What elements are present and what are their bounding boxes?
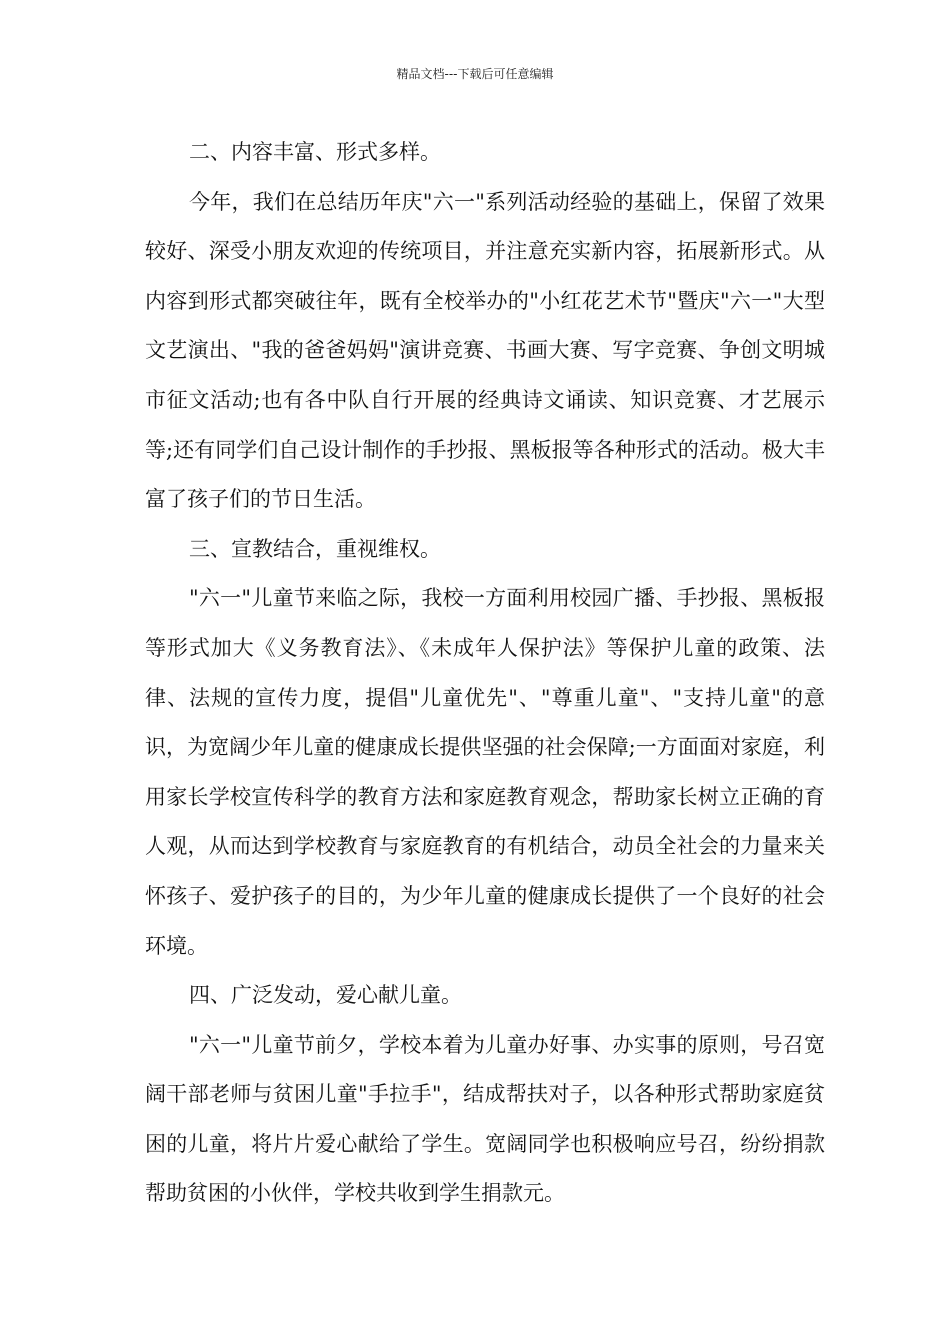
- section-heading: 二、内容丰富、形式多样。: [189, 140, 441, 164]
- section-heading: 三、宣教结合，重视维权。: [189, 536, 441, 561]
- paragraph: 今年，我们在总结历年庆"六一"系列活动经验的基础上，保留了效果较好、深受小朋友欢迎的传统项目，并注意充实新内容，拓展新形式。从内容到形式都突破往年，既有全校举办的"小红花艺术节"暨庆"六一"大型文艺演出、"我的爸爸妈妈"演讲竞赛、书画大赛、写字竞赛、争创文明城市征文活动;也有各中队自行开展的经典诗文诵读、知识竞赛、才艺展示等;还有同学们自己设计制作的手抄报、黑板报等各种形式的活动。极大丰富了孩子们的节日生活。: [145, 189, 825, 512]
- document-body: [145, 128, 825, 1219]
- section-heading: 四、广泛发动，爱心献儿童。: [189, 983, 462, 1008]
- paragraph: "六一"儿童节前夕，学校本着为儿童办好事、办实事的原则，号召宽阔干部老师与贫困儿童"手拉手"，结成帮扶对子，以各种形式帮助家庭贫困的儿童，将片片爱心献给了学生。宽阔同学也积极响应号召，纷纷捐款帮助贫困的小伙伴，学校共收到学生捐款元。: [145, 1032, 825, 1206]
- paragraph: "六一"儿童节来临之际，我校一方面利用校园广播、手抄报、黑板报等形式加大《义务教育法》、《未成年人保护法》等保护儿童的政策、法律、法规的宣传力度，提倡"儿童优先"、"尊重儿童"、"支持儿童"的意识，为宽阔少年儿童的健康成长提供坚强的社会保障;一方面面对家庭，利用家长学校宣传科学的教育方法和家庭教育观念，帮助家长树立正确的育人观，从而达到学校教育与家庭教育的有机结合，动员全社会的力量来关怀孩子、爱护孩子的目的，为少年儿童的健康成长提供了一个良好的社会环境。: [145, 586, 825, 958]
- page-header: 精品文档---下载后可任意编辑: [396, 67, 554, 81]
